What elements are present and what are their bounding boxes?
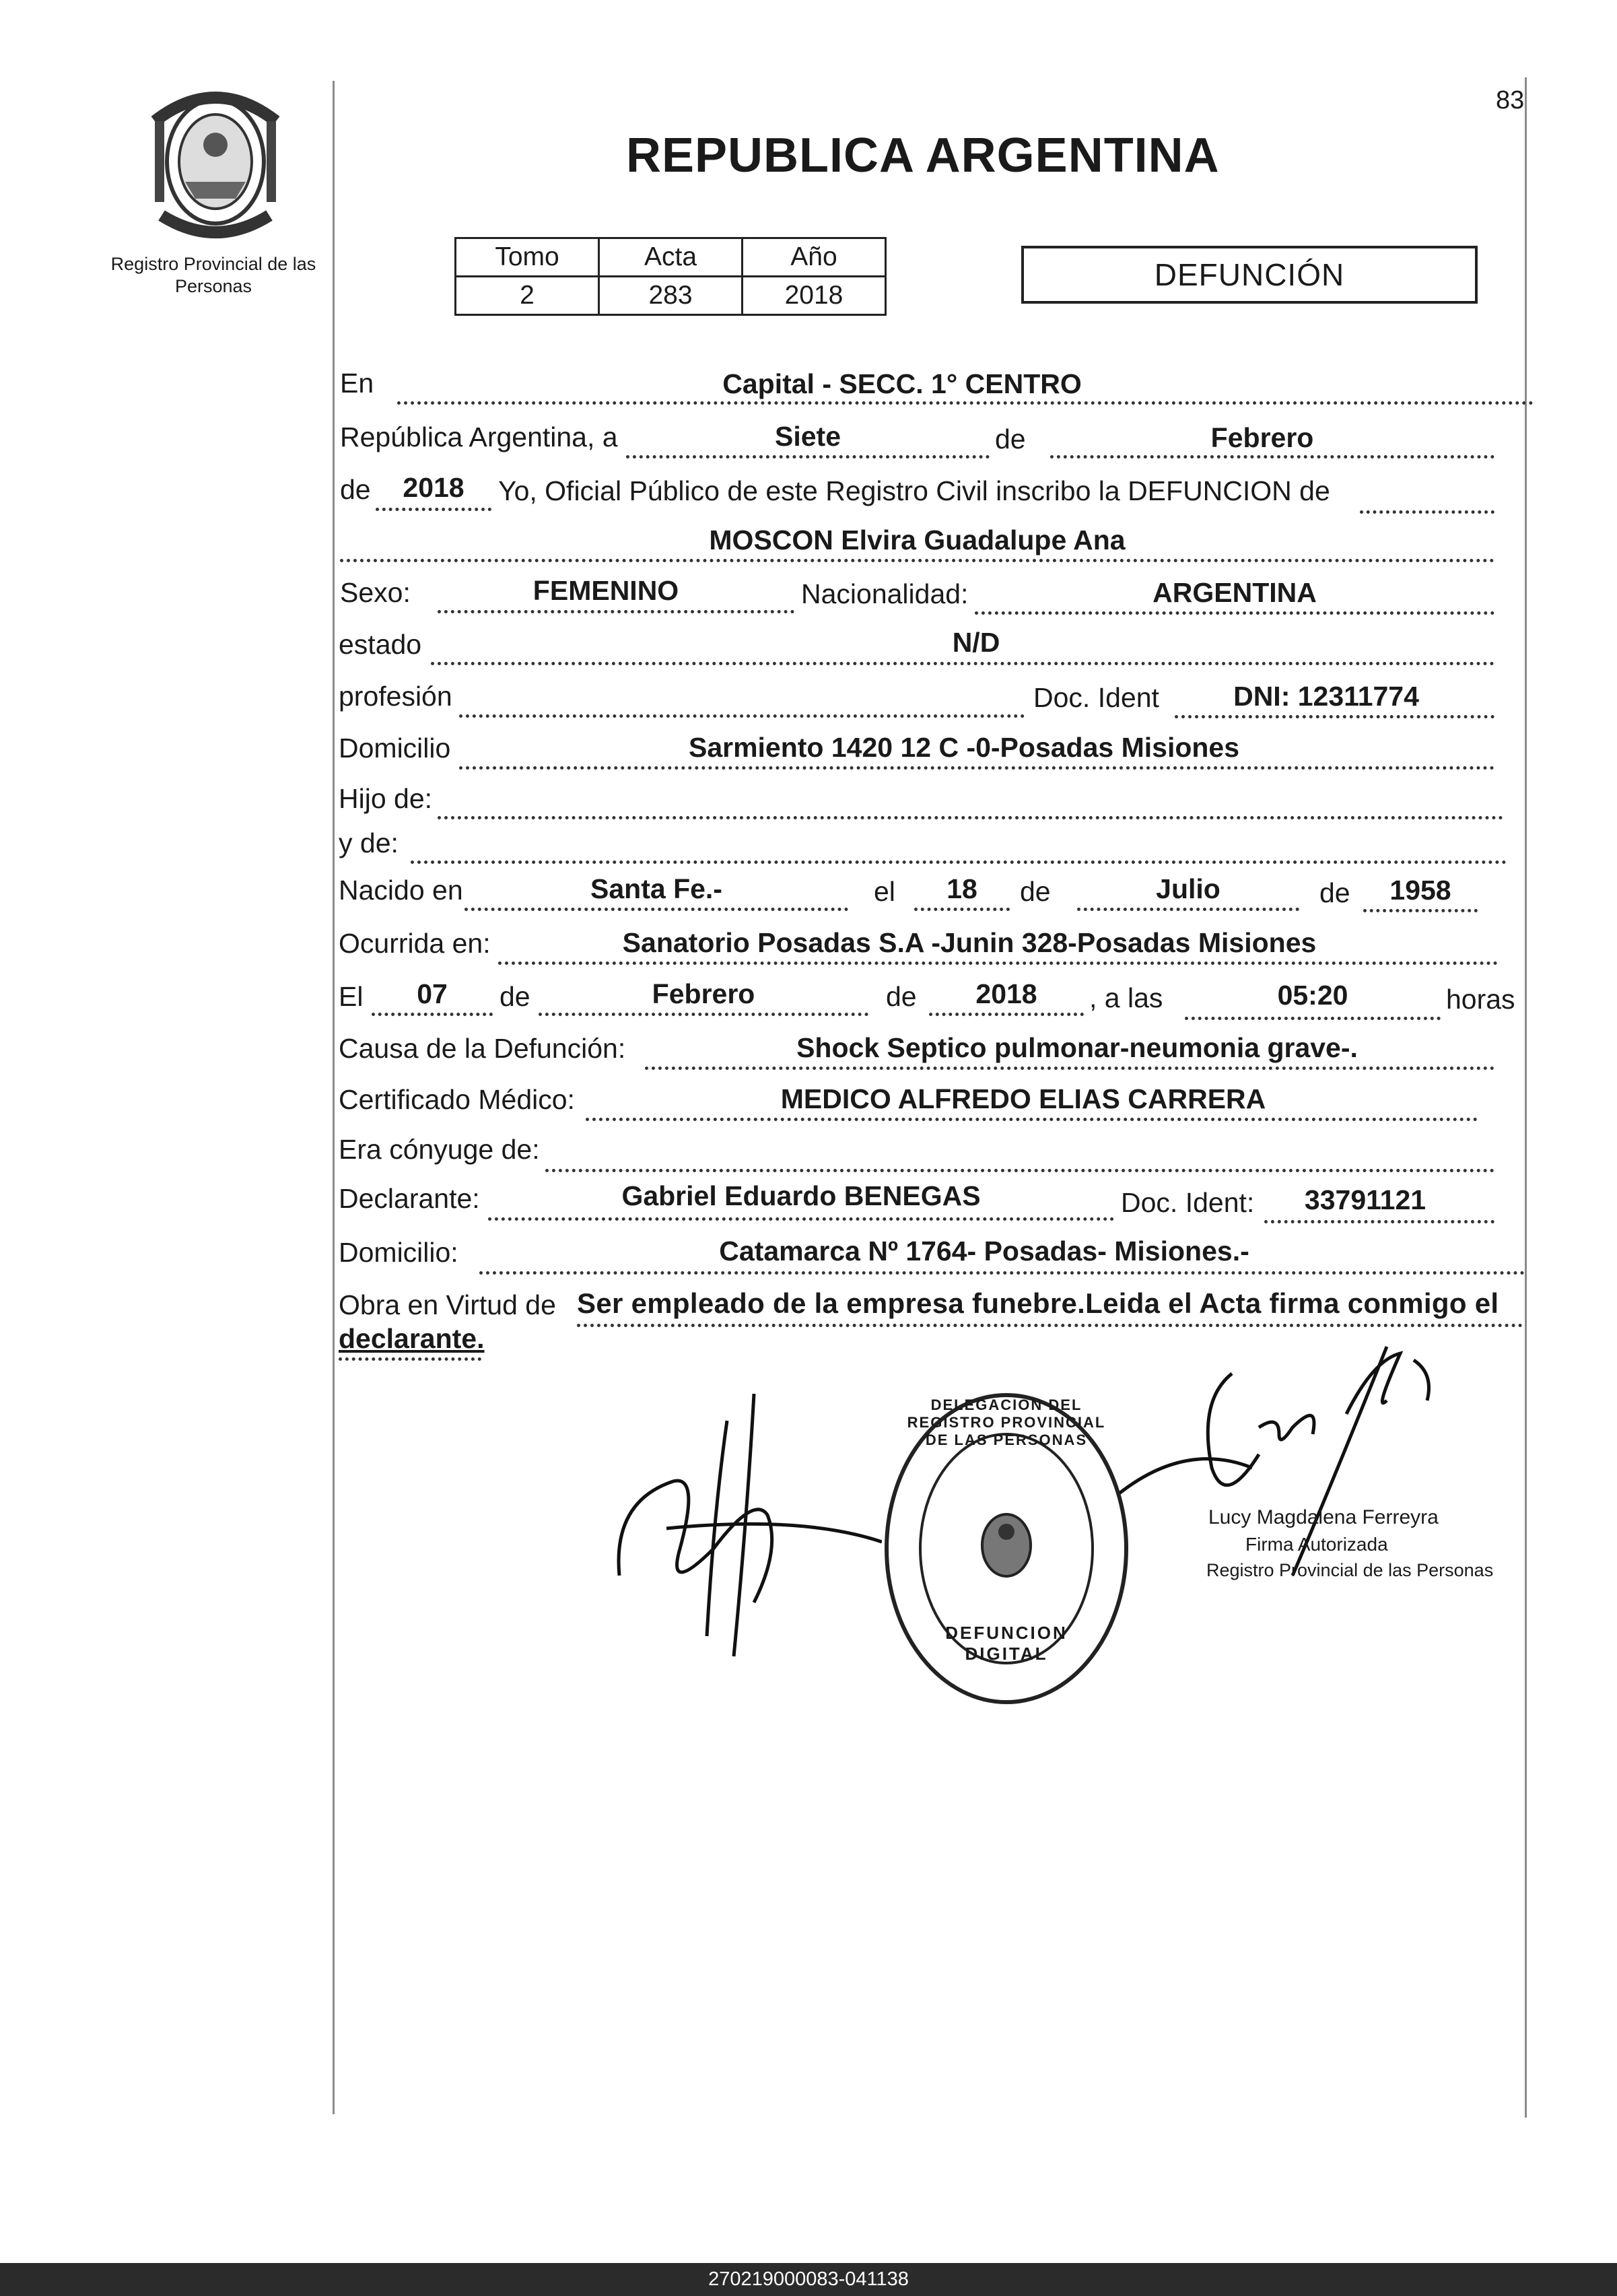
delegation-stamp: [879, 1387, 1134, 1710]
intro-fill: [1360, 478, 1494, 514]
yde-fill: [411, 828, 1507, 864]
nacionalidad-label: Nacionalidad:: [801, 578, 969, 609]
ref-header-tomo: Tomo: [456, 238, 599, 277]
hijo-label: Hijo de:: [339, 783, 433, 814]
estado-value: N/D: [952, 627, 1000, 658]
de6-label: de: [886, 981, 917, 1012]
declarante-value: Gabriel Eduardo BENEGAS: [621, 1180, 981, 1211]
sexo-value: FEMENINO: [532, 575, 679, 606]
causa-value: Shock Septico pulmonar-neumonia grave-.: [796, 1032, 1358, 1063]
ref-value-acta: 283: [599, 277, 743, 315]
ocurrida-label: Ocurrida en:: [339, 928, 491, 959]
de4-label: de: [1319, 877, 1350, 908]
de3-label: de: [1020, 876, 1051, 907]
declarante-doc-label: Doc. Ident:: [1121, 1187, 1255, 1218]
nombre-value: MOSCON Elvira Guadalupe Ana: [709, 525, 1126, 555]
nacido-anio-value: 1958: [1389, 875, 1451, 906]
document-type-box: DEFUNCIÓN: [1021, 246, 1478, 304]
nacido-lugar-value: Santa Fe.-: [590, 873, 722, 904]
declarante-label: Declarante:: [339, 1183, 480, 1214]
nacido-dia-value: 18: [947, 873, 977, 904]
document-title: REPUBLICA ARGENTINA: [626, 129, 1220, 182]
def-anio-value: 2018: [975, 978, 1037, 1009]
stamp-outer-text: DELEGACION DEL REGISTRO PROVINCIAL DE LAS PERSONAS: [907, 1396, 1106, 1448]
dia-value: Siete: [775, 421, 841, 452]
ref-value-anio: 2018: [743, 277, 886, 315]
nacionalidad-value: ARGENTINA: [1152, 577, 1317, 608]
nacido-mes-value: Julio: [1156, 873, 1220, 904]
left-margin-line: [333, 81, 335, 2114]
domicilio2-label: Domicilio:: [339, 1237, 458, 1268]
footer-code: 270219000083-041138: [0, 2263, 1617, 2296]
docident-label: Doc. Ident: [1033, 682, 1159, 713]
registry-emblem: [135, 81, 296, 242]
official-name: Lucy Magdalena Ferreyra: [1208, 1506, 1439, 1528]
alas-label: , a las: [1089, 982, 1163, 1013]
registry-seal-icon: [135, 81, 296, 242]
def-hora-value: 05:20: [1277, 980, 1348, 1011]
obra-value-line1: Ser empleado de la empresa funebre.Leida el Acta firma conmigo el: [577, 1287, 1499, 1319]
domicilio2-value: Catamarca Nº 1764- Posadas- Misiones.-: [719, 1236, 1249, 1267]
yde-label: y de:: [339, 828, 399, 858]
certificado-label: Certificado Médico:: [339, 1084, 575, 1115]
def-mes-value: Febrero: [652, 978, 755, 1009]
causa-label: Causa de la Defunción:: [339, 1033, 626, 1064]
hijo-fill: [438, 784, 1503, 819]
ref-value-tomo: 2: [456, 277, 599, 315]
horas-label: horas: [1446, 984, 1515, 1015]
en-value: Capital - SECC. 1° CENTRO: [722, 368, 1082, 399]
anio-value: 2018: [403, 472, 465, 503]
page-number: 83: [1496, 86, 1525, 114]
docident-value: DNI: 12311774: [1233, 681, 1419, 712]
sexo-label: Sexo:: [340, 577, 411, 608]
certificado-value: MEDICO ALFREDO ELIAS CARRERA: [780, 1083, 1266, 1114]
estado-label: estado: [339, 629, 422, 660]
profesion-fill: [459, 682, 1025, 718]
republica-label: República Argentina, a: [340, 421, 618, 452]
de1-label: de: [995, 424, 1026, 454]
official-office: Registro Provincial de las Personas: [1206, 1560, 1494, 1580]
en-label: En: [340, 368, 374, 399]
official-role: Firma Autorizada: [1245, 1534, 1388, 1555]
el2-label: El: [339, 981, 364, 1012]
declarant-signature: [599, 1380, 882, 1663]
registry-name: Registro Provincial de las Personas: [110, 254, 316, 296]
obra-label: Obra en Virtud de: [339, 1289, 556, 1320]
conyuge-label: Era cónyuge de:: [339, 1134, 540, 1165]
stamp-inner-text: DEFUNCION DIGITAL: [945, 1623, 1068, 1664]
conyuge-fill: [545, 1137, 1494, 1172]
intro-text: Yo, Oficial Público de este Registro Civil inscribo la DEFUNCION de: [498, 475, 1330, 506]
obra-value-line2: declarante.: [339, 1323, 485, 1354]
ref-header-acta: Acta: [599, 238, 743, 277]
reference-table: [454, 237, 887, 316]
domicilio-value: Sarmiento 1420 12 C -0-Posadas Misiones: [688, 732, 1240, 763]
de5-label: de: [500, 981, 530, 1012]
ref-header-anio: Año: [743, 238, 886, 277]
ocurrida-value: Sanatorio Posadas S.A -Junin 328-Posadas Misiones: [622, 927, 1317, 958]
mes-value: Febrero: [1210, 422, 1314, 453]
domicilio-label: Domicilio: [339, 733, 451, 764]
declarante-doc-value: 33791121: [1304, 1184, 1426, 1215]
nacido-label: Nacido en: [339, 875, 463, 906]
el-label: el: [874, 876, 895, 907]
def-dia-value: 07: [417, 978, 448, 1009]
de2-label: de: [340, 474, 371, 505]
profesion-label: profesión: [339, 681, 452, 712]
